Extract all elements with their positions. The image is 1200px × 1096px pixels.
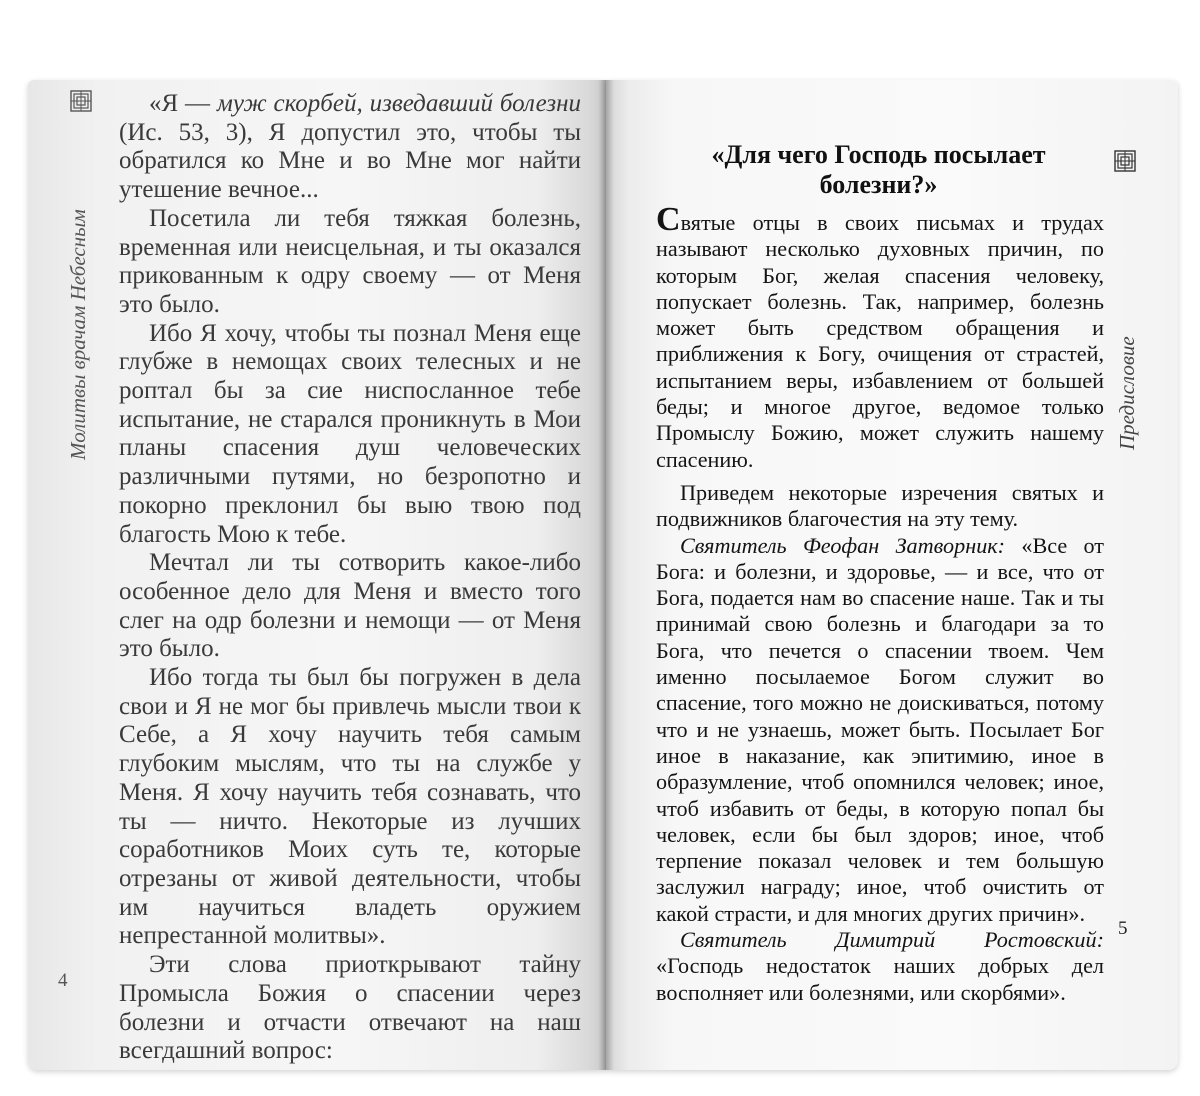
quote-feofan: «Все от Бога: и болезни, и здоровье, — и все, что от Бога, подается нам во спасение наше. Так и ты принимай свою болезнь и благодари за то Бога, что печется о спасении твоем. Чем именно посылаемое Богом служит во спасение, того можно не доискиваться, потому что и не узнаешь, может быть. Посылает Бог иное в наказание, как эпитимию, иное в образумление, чтоб опомнился человек; иное, чтоб избавить от беды, в которую попал бы человек, если бы был здоров; иное, чтоб терпение показал человек и тем большую заслужил награду; иное, чтоб очистить от какой страсти, и для многих других причин». xyxy=(656,532,1105,926)
quote-author-dimitry: Святитель Димитрий Ростовский: xyxy=(680,927,1104,953)
right-paragraph-4 xyxy=(656,927,1104,1006)
left-paragraph-2: Посетила ли тебя тяжкая болезнь, временная или неисцельная, и ты оказался прикованным к одру своему — от Меня это было. xyxy=(119,204,581,318)
left-p1-italic: муж скорбей, изведавший болезни xyxy=(216,90,581,117)
left-paragraph-6: Эти слова приоткрывают тайну Промысла Божия о спасении через болезни и отчасти отвечают на наш всегдашний вопрос: xyxy=(119,951,581,1065)
right-page-number: 5 xyxy=(1118,918,1128,939)
ornament-icon xyxy=(1114,150,1136,172)
right-paragraph-3 xyxy=(656,533,1104,927)
left-body-text xyxy=(119,90,581,1066)
quote-author-feofan: Святитель Феофан Затворник: xyxy=(680,532,1006,558)
right-page xyxy=(606,80,1178,1070)
right-running-head: Предисловие xyxy=(1115,336,1139,450)
right-paragraph-1 xyxy=(656,201,1104,473)
left-running-head: Молитвы врачам Небесным xyxy=(66,209,90,460)
right-p1-text: вятые отцы в своих письмах и трудах называют несколько духовных причин, по которым Бог, желая спасения человеку, попускает болезнь. Так, например, болезнь может быть средством обращения и приближения к Богу, очищения от страстей, испытанием веры, избавлением от большей беды; и многое другое, ведомое только Промыслу Божию, может служить нашему спасению. xyxy=(656,210,1104,472)
left-page-number: 4 xyxy=(58,970,68,991)
spine-gutter xyxy=(598,80,614,1070)
left-paragraph-1 xyxy=(119,90,581,205)
left-paragraph-5: Ибо тогда ты был бы погружен в дела свои и Я не мог бы привлечь мысли твои к Себе, а Я хочу научить тебя самым глубоким мыслям, что ты на службе у Меня. Я хочу научить тебя сознавать, что ты — ничто. Некоторые из лучших соработников Моих суть те, которые отрезаны от живой деятельности, чтобы им научиться владеть оружием непрестанной молитвы». xyxy=(119,664,581,950)
right-body-text xyxy=(656,201,1105,1006)
quote-dimitry: «Господь недостаток наших добрых дел восполняет или болезнями, или скорбями». xyxy=(656,953,1104,1005)
left-p1-end: (Ис. 53, 3), Я допустил это, чтобы ты обратился ко Мне и во Мне мог найти утешение вечное... xyxy=(119,118,581,204)
ornament-icon xyxy=(70,90,92,112)
drop-cap: С xyxy=(656,201,681,238)
open-booklet xyxy=(28,80,1178,1070)
right-paragraph-2: Приведем некоторые изречения святых и подвижников благочестия на эту тему. xyxy=(656,479,1104,532)
left-page xyxy=(28,80,606,1070)
chapter-title: «Для чего Господь посылает болезни?» xyxy=(711,140,1046,199)
left-p1-start: «Я — xyxy=(149,90,217,117)
left-paragraph-3: Ибо Я хочу, чтобы ты познал Меня еще глубже в немощах своих телесных и не роптал бы за сие ниспосланное тебе испытание, не старался проникнуть в Мои планы спасения душ человеческих различными путями, но безропотно и покорно преклонил бы выю твою под благость Мою к тебе. xyxy=(119,319,581,548)
left-paragraph-4: Мечтал ли ты сотворить какое-либо особенное дело для Меня и вместо того слег на одр болезни и немощи — от Меня это было. xyxy=(119,549,581,663)
